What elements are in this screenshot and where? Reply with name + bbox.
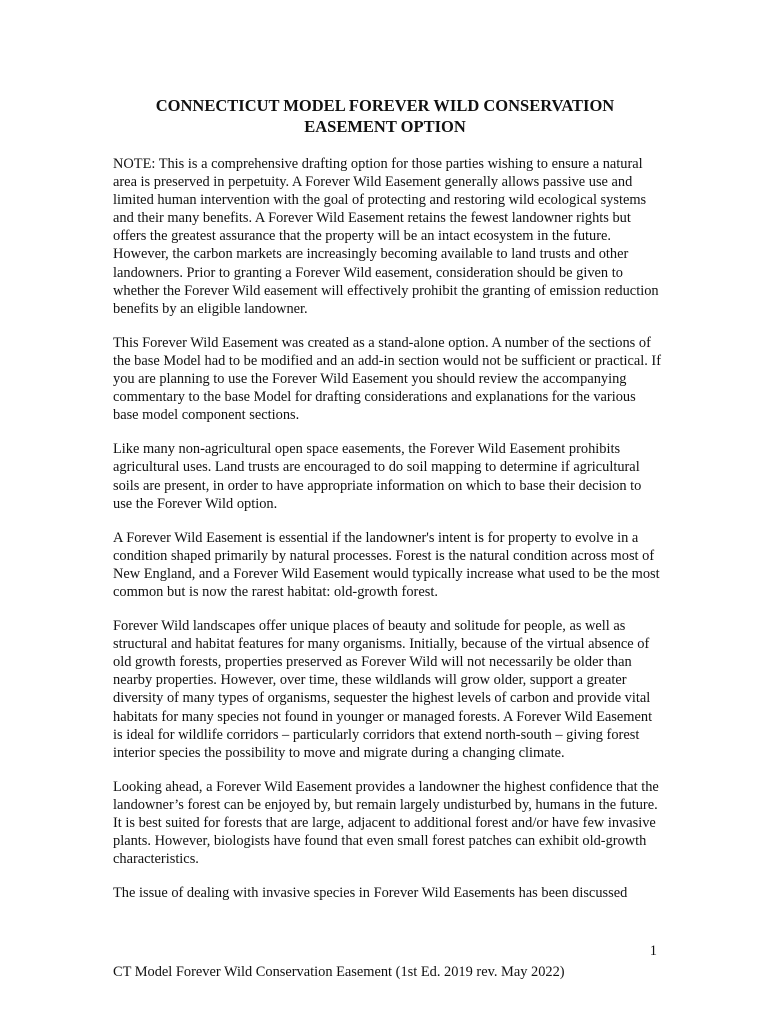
invasive-species-paragraph: The issue of dealing with invasive species in Forever Wild Easements has been discussed — [113, 885, 628, 902]
page-number: 1 — [649, 943, 657, 959]
stand-alone-paragraph: This Forever Wild Easement was created as a stand-alone option. A number of the sections of the base Model had to be modified and an add-in section would not be sufficient or practical. If you are planning to use the Forever Wild Easement you should review the accompanying commentary to the base Model for drafting considerations and explanations for the various base model component sections. — [113, 334, 662, 424]
note-paragraph: NOTE: This is a comprehensive drafting option for those parties wishing to ensure a natural area is preserved in perpetuity. A Forever Wild Easement generally allows passive use and limited human intervention with the goal of protecting and restoring wild ecological systems and their many benefits. A Forever Wild Easement retains the fewest landowner rights but offers the greatest assurance that the property will be an intact ecosystem in the future. However, the carbon markets are increasingly becoming available to land trusts and other landowners. Prior to granting a Forever Wild easement, consideration should be given to whether the Forever Wild easement will effectively prohibit the granting of emission reduction benefits by an eligible landowner. — [113, 156, 659, 317]
title-line-2: EASEMENT OPTION — [304, 117, 466, 136]
essential-paragraph: A Forever Wild Easement is essential if the landowner's intent is for property to evolve in a condition shaped primarily by natural processes. Forest is the natural condition across most of New England, and a Forever Wild Easement would typically increase what used to be the most common but is now the rarest habitat: old-growth forest. — [113, 529, 660, 600]
page-footer: CT Model Forever Wild Conservation Easement (1st Ed. 2019 rev. May 2022) — [113, 964, 565, 980]
document-title — [100, 95, 670, 137]
looking-ahead-paragraph: Looking ahead, a Forever Wild Easement provides a landowner the highest confidence that the landowner’s forest can be enjoyed by, but remain largely undisturbed by, humans in the future. It is best suited for forests that are large, adjacent to additional forest and/or have few invasive plants. However, biologists have found that even small forest patches can exhibit old-growth characteristics. — [113, 778, 659, 868]
agricultural-paragraph: Like many non-agricultural open space easements, the Forever Wild Easement prohibits agricultural uses. Land trusts are encouraged to do soil mapping to determine if agricultural soils are present, in order to have appropriate information on which to base their decision to use the Forever Wild option. — [113, 441, 642, 512]
title-line-1: CONNECTICUT MODEL FOREVER WILD CONSERVATION — [155, 96, 615, 115]
document-body — [113, 155, 661, 918]
landscapes-paragraph: Forever Wild landscapes offer unique places of beauty and solitude for people, as well as structural and habitat features for many organisms. Initially, because of the virtual absence of old growth forests, properties preserved as Forever Wild will not necessarily be older than nearby properties. However, over time, these wildlands will grow older, support a greater diversity of many types of organisms, sequester the highest levels of carbon and provide vital habitats for many species not found in younger or managed forests. A Forever Wild Easement is ideal for wildlife corridors – particularly corridors that extend north-south – giving forest interior species the possibility to move and migrate during a changing climate. — [113, 618, 653, 761]
